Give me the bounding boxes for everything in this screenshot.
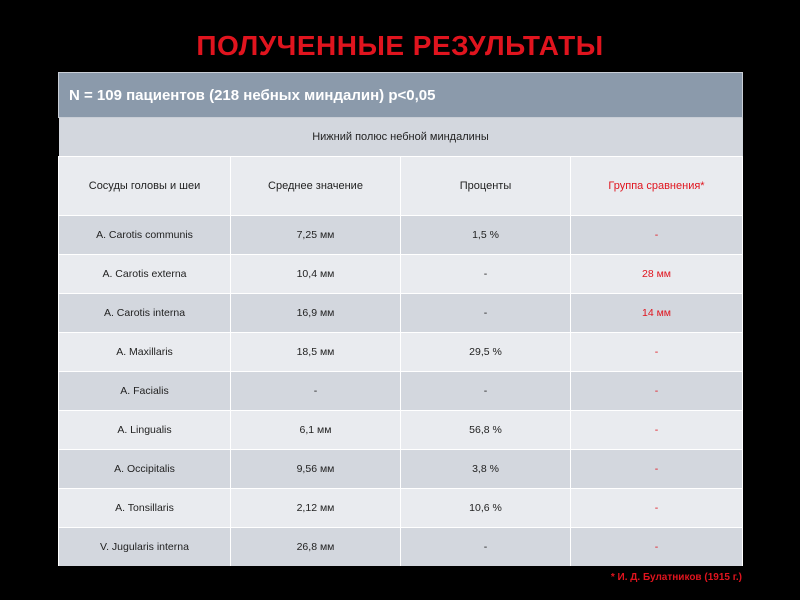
percent-value: 1,5 % <box>401 216 571 255</box>
mean-value: 26,8 мм <box>231 528 401 567</box>
comparison-value: - <box>571 216 743 255</box>
table-row <box>59 411 743 450</box>
results-table-container <box>58 72 742 565</box>
vessel-name: A. Occipitalis <box>59 450 231 489</box>
comparison-value: 28 мм <box>571 255 743 294</box>
mean-value: 7,25 мм <box>231 216 401 255</box>
mean-value: 10,4 мм <box>231 255 401 294</box>
column-header-percent: Проценты <box>401 157 571 216</box>
vessel-name: A. Carotis communis <box>59 216 231 255</box>
column-header-row <box>59 157 743 216</box>
percent-value: - <box>401 255 571 294</box>
table-row <box>59 294 743 333</box>
results-table <box>58 72 743 566</box>
percent-value: - <box>401 294 571 333</box>
percent-value: - <box>401 372 571 411</box>
table-row <box>59 372 743 411</box>
table-row <box>59 528 743 567</box>
column-header-mean: Среднее значение <box>231 157 401 216</box>
table-subheader-row <box>59 118 743 157</box>
vessel-name: A. Lingualis <box>59 411 231 450</box>
table-subheader: Нижний полюс небной миндалины <box>59 118 743 157</box>
percent-value: - <box>401 528 571 567</box>
slide-title: ПОЛУЧЕННЫЕ РЕЗУЛЬТАТЫ <box>196 30 604 61</box>
table-header: N = 109 пациентов (218 небных миндалин) р<0,05 <box>59 73 743 118</box>
mean-value: 9,56 мм <box>231 450 401 489</box>
vessel-name: V. Jugularis interna <box>59 528 231 567</box>
vessel-name: A. Carotis interna <box>59 294 231 333</box>
vessel-name: A. Facialis <box>59 372 231 411</box>
percent-value: 56,8 % <box>401 411 571 450</box>
mean-value: - <box>231 372 401 411</box>
table-row <box>59 333 743 372</box>
percent-value: 3,8 % <box>401 450 571 489</box>
comparison-value: - <box>571 372 743 411</box>
comparison-value: 14 мм <box>571 294 743 333</box>
comparison-value: - <box>571 450 743 489</box>
column-header-vessels: Сосуды головы и шеи <box>59 157 231 216</box>
column-header-comparison: Группа сравнения* <box>571 157 743 216</box>
table-row <box>59 255 743 294</box>
vessel-name: A. Carotis externa <box>59 255 231 294</box>
comparison-value: - <box>571 411 743 450</box>
percent-value: 10,6 % <box>401 489 571 528</box>
table-header-row <box>59 73 743 118</box>
mean-value: 18,5 мм <box>231 333 401 372</box>
vessel-name: A. Tonsillaris <box>59 489 231 528</box>
comparison-value: - <box>571 528 743 567</box>
mean-value: 6,1 мм <box>231 411 401 450</box>
vessel-name: A. Maxillaris <box>59 333 231 372</box>
percent-value: 29,5 % <box>401 333 571 372</box>
mean-value: 16,9 мм <box>231 294 401 333</box>
footnote: * И. Д. Булатников (1915 г.) <box>610 572 742 583</box>
comparison-value: - <box>571 333 743 372</box>
table-row <box>59 216 743 255</box>
comparison-value: - <box>571 489 743 528</box>
mean-value: 2,12 мм <box>231 489 401 528</box>
table-row <box>59 450 743 489</box>
table-row <box>59 489 743 528</box>
